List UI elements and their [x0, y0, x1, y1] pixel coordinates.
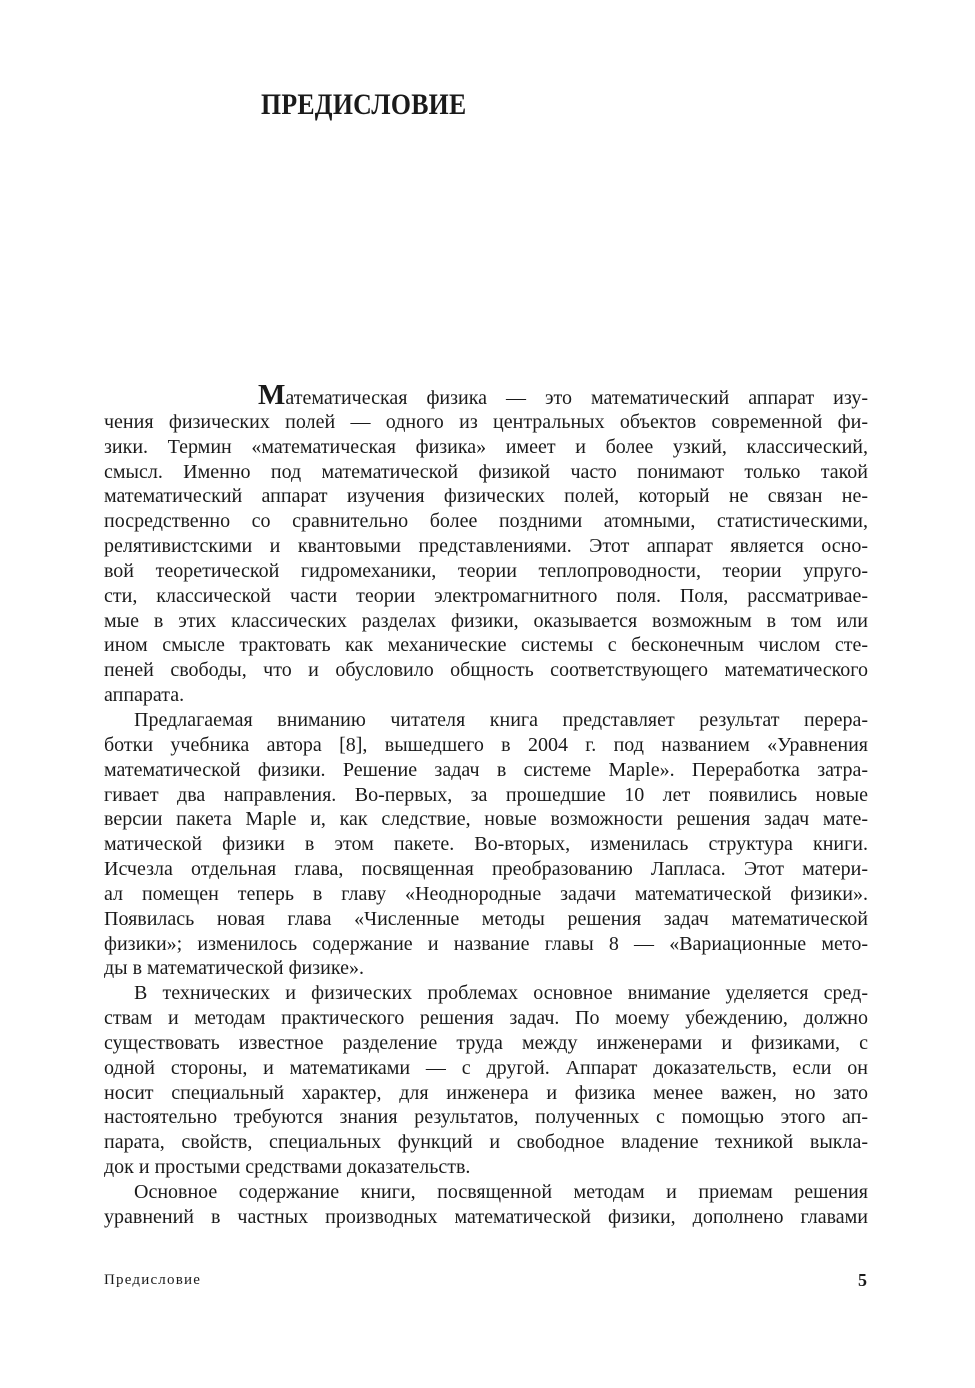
line-text: вой теоретической гидромеханики, теории теплопроводности, теории упруго- — [104, 559, 868, 582]
line-text: аппарата. — [104, 684, 185, 707]
text-line — [104, 956, 868, 981]
line-text: док и простыми средствами доказательств. — [104, 1156, 471, 1179]
line-text: ал помещен теперь в главу «Неоднородные задачи математической физики». — [104, 882, 868, 905]
text-line — [104, 1031, 868, 1056]
text-line — [104, 1006, 868, 1031]
line-text: релятивистскими и квантовыми представлениями. Этот аппарат является осно- — [104, 535, 868, 558]
text-line — [104, 907, 868, 932]
line-text: мые в этих классических разделах физики, оказывается возможным в том или — [104, 609, 868, 632]
page-number: 5 — [858, 1270, 867, 1290]
line-text: ином смысле трактовать как механические системы с бесконечным числом сте- — [104, 634, 868, 657]
text-line — [104, 1056, 868, 1081]
line-text: одной стороны, и математиками — с другой. Аппарат доказательств, если он — [104, 1056, 868, 1079]
text-line — [104, 857, 868, 882]
text-line — [104, 807, 868, 832]
text-line — [104, 783, 868, 808]
paragraph — [104, 1180, 868, 1230]
text-line — [104, 633, 868, 658]
line-text: парата, свойств, специальных функций и свободное владение техникой выкла- — [104, 1131, 868, 1154]
line-text: сти, классической части теории электромагнитного поля. Поля, рассматривае- — [104, 584, 868, 607]
line-text: Основное содержание книги, посвященной методам и приемам решения — [134, 1181, 868, 1203]
line-text: Появилась новая глава «Численные методы решения задач математической — [104, 907, 868, 930]
text-line — [104, 410, 868, 435]
text-line — [104, 1180, 868, 1205]
line-text: носит специальный характер, для инженера и физика менее важен, но зато — [104, 1081, 868, 1104]
text-line — [104, 1105, 868, 1130]
text-line — [104, 1205, 868, 1230]
text-line — [104, 609, 868, 634]
line-text: ботки учебника автора [8], вышедшего в 2004 г. под названием «Уравнения — [104, 733, 868, 756]
line-text: уравнений в частных производных математической физики, дополнено главами — [104, 1205, 868, 1228]
line-text: настоятельно требуются знания результатов, полученных с помощью этого ап- — [104, 1106, 868, 1129]
text-line — [104, 708, 868, 733]
text-line — [104, 882, 868, 907]
paragraph — [104, 981, 868, 1180]
line-text: матической физики в этом пакете. Во-вторых, изменилась структура книги. — [104, 833, 868, 856]
line-text: существовать известное разделение труда между инженерами и физиками, с — [104, 1031, 868, 1054]
line-text: Исчезла отдельная глава, посвященная преобразованию Лапласа. Этот матери- — [104, 858, 868, 881]
paragraph — [104, 708, 868, 981]
running-footer-title: Предисловие — [104, 1272, 202, 1288]
line-text: Предлагаемая вниманию читателя книга представляет результат перера- — [134, 708, 868, 731]
line-text: гивает два направления. Во-первых, за прошедшие 10 лет появились новые — [104, 783, 868, 806]
paragraph — [104, 385, 868, 708]
line-text: ды в математической физике». — [104, 957, 364, 980]
line-text: чения физических полей — одного из центральных объектов современной фи- — [104, 410, 868, 433]
text-line — [104, 832, 868, 857]
text-line — [104, 534, 868, 559]
line-text: ствам и методам практического решения задач. По моему убеждению, должно — [104, 1007, 868, 1030]
line-text: математической физики. Решение задач в системе Maple». Переработка затра- — [104, 758, 868, 781]
text-line — [104, 1081, 868, 1106]
text-line — [104, 584, 868, 609]
text-line — [104, 460, 868, 485]
text-line — [104, 758, 868, 783]
text-line — [104, 484, 868, 509]
line-text: зики. Термин «математическая физика» имеет и более узкий, классический, — [104, 435, 868, 458]
line-text: атематическая физика — это математический аппарат изу- — [285, 387, 868, 409]
text-line — [104, 981, 868, 1006]
drop-cap: М — [258, 385, 286, 410]
text-line — [104, 733, 868, 758]
text-line — [104, 932, 868, 957]
line-text: В технических и физических проблемах основное внимание уделяется сред- — [134, 982, 868, 1005]
line-text: посредственно со сравнительно более поздними атомными, статистическими, — [104, 510, 868, 533]
text-line — [104, 1130, 868, 1155]
page-title: ПРЕДИСЛОВИЕ — [261, 88, 467, 121]
body-text — [104, 385, 868, 1230]
line-text: математический аппарат изучения физических полей, который не связан не- — [104, 485, 868, 508]
text-line — [104, 1155, 868, 1180]
text-line — [104, 559, 868, 584]
text-line — [104, 435, 868, 460]
line-text: версии пакета Maple и, как следствие, новые возможности решения задач мате- — [104, 808, 868, 831]
line-text: смысл. Именно под математической физикой часто понимают только такой — [104, 460, 868, 483]
text-line — [104, 509, 868, 534]
line-text: физики»; изменилось содержание и название главы 8 — «Вариационные мето- — [104, 932, 868, 955]
line-text: пеней свободы, что и обусловило общность соответствующего математического — [104, 659, 868, 682]
text-line — [104, 683, 868, 708]
text-line — [104, 385, 868, 410]
text-line — [104, 658, 868, 683]
